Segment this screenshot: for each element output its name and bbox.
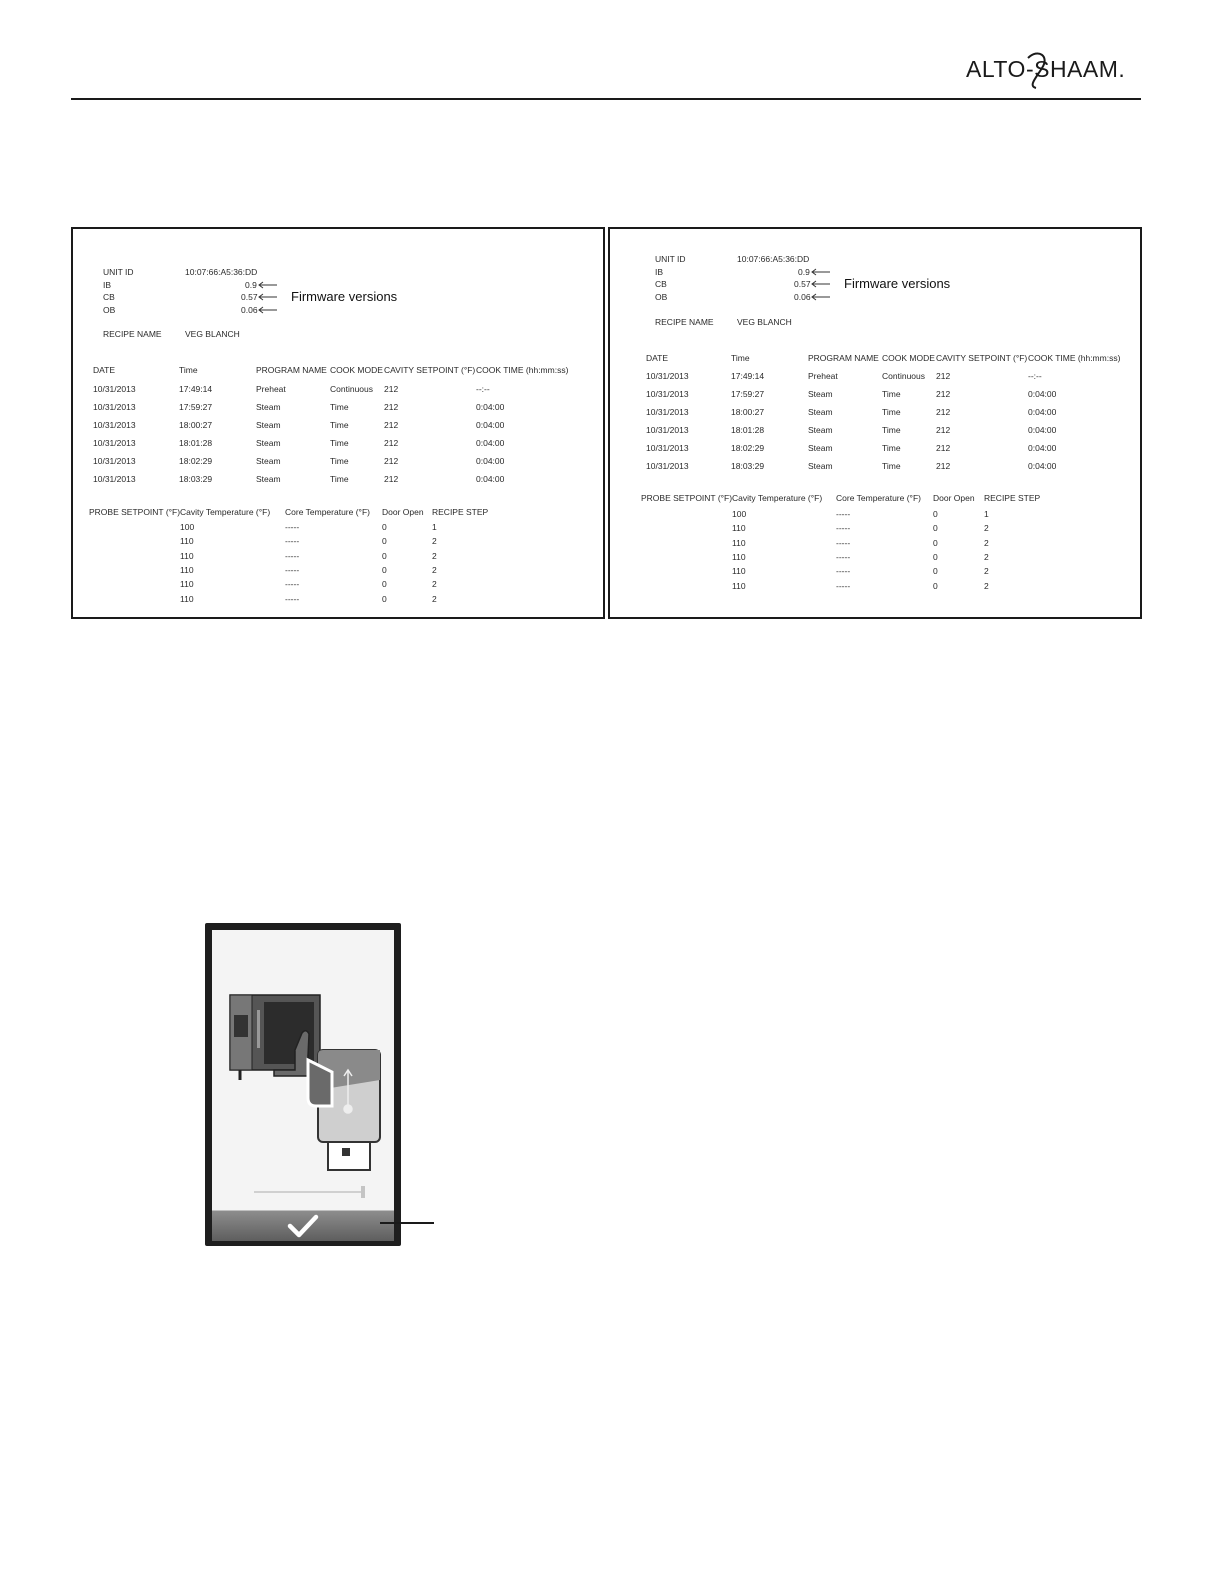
cook-cell: Time <box>330 438 349 448</box>
cook-cell: 18:01:28 <box>179 438 213 448</box>
cook-header-cell: PROGRAM NAME <box>256 365 327 375</box>
probe-cell: 2 <box>984 566 989 577</box>
cook-cell: 18:02:29 <box>179 456 213 466</box>
cook-header-cell: DATE <box>93 365 116 375</box>
probe-header-cell: Core Temperature (°F) <box>285 507 370 517</box>
cook-cell: 18:03:29 <box>179 474 213 484</box>
cook-cell: 10/31/2013 <box>93 402 136 412</box>
cook-cell: Continuous <box>330 384 374 394</box>
probe-header-cell: Door Open <box>933 493 975 503</box>
unit-id-label: UNIT ID <box>655 254 686 264</box>
cook-header-cell: Time <box>731 353 750 363</box>
probe-cell: 0 <box>933 566 938 577</box>
cook-cell: Time <box>882 443 901 453</box>
probe-cell: 0 <box>382 564 387 575</box>
probe-cell: ----- <box>836 551 851 562</box>
cook-cell: 212 <box>936 425 951 435</box>
probe-cell: ----- <box>285 550 300 561</box>
cook-cell: 10/31/2013 <box>646 461 689 471</box>
control-panel-display <box>205 923 401 1246</box>
probe-header-cell: RECIPE STEP <box>984 493 1041 503</box>
cook-cell: 17:59:27 <box>179 402 213 412</box>
cook-cell: 18:01:28 <box>731 425 765 435</box>
cook-cell: 212 <box>384 420 399 430</box>
firmware-versions-note: Firmware versions <box>291 289 398 304</box>
firmware-cb-label: CB <box>655 279 667 289</box>
cook-cell: 212 <box>384 474 399 484</box>
cook-cell: 0:04:00 <box>1028 461 1057 471</box>
probe-cell: 0 <box>933 509 938 519</box>
cook-cell: 0:04:00 <box>1028 443 1057 453</box>
cook-cell: 17:59:27 <box>731 389 765 399</box>
cook-header-cell: CAVITY SETPOINT (°F) <box>936 353 1028 363</box>
cook-cell: Time <box>882 407 901 417</box>
cook-cell: Time <box>882 425 901 435</box>
unit-id-value: 10:07:66:A5:36:DD <box>737 254 810 264</box>
probe-cell: ----- <box>285 522 300 532</box>
cook-cell: 10/31/2013 <box>646 407 689 417</box>
cook-header-cell: COOK TIME (hh:mm:ss) <box>1028 353 1121 363</box>
cook-cell: 10/31/2013 <box>646 443 689 453</box>
cook-cell: Steam <box>808 407 833 417</box>
probe-cell: 110 <box>180 579 194 590</box>
cook-cell: 18:02:29 <box>731 443 765 453</box>
cook-cell: Steam <box>256 420 281 430</box>
cook-cell: Steam <box>808 425 833 435</box>
probe-cell: 0 <box>382 579 387 590</box>
cook-cell: 212 <box>936 461 951 471</box>
probe-cell: 0 <box>382 593 387 604</box>
probe-cell: 110 <box>180 593 194 604</box>
cook-cell: 212 <box>936 443 951 453</box>
alto-shaam-logo <box>966 52 1144 88</box>
probe-cell: 110 <box>180 550 194 561</box>
firmware-arrows-icon <box>73 229 603 329</box>
cook-cell: Preheat <box>256 384 286 394</box>
cook-cell: Time <box>882 389 901 399</box>
unit-id-value: 10:07:66:A5:36:DD <box>185 267 258 277</box>
probe-cell: 2 <box>432 536 437 547</box>
cook-header-cell: COOK MODE <box>882 353 935 363</box>
cook-header-cell: PROGRAM NAME <box>808 353 879 363</box>
probe-cell: ----- <box>836 566 851 577</box>
probe-cell: ----- <box>285 593 300 604</box>
cook-header-cell: COOK TIME (hh:mm:ss) <box>476 365 569 375</box>
firmware-cb-value: 0.57 <box>794 279 811 289</box>
probe-cell: 2 <box>984 580 989 591</box>
cook-cell: 10/31/2013 <box>93 420 136 430</box>
cook-cell: --:-- <box>476 384 490 394</box>
cook-cell: Steam <box>256 456 281 466</box>
probe-cell: 110 <box>732 523 746 534</box>
firmware-ob-label: OB <box>655 292 668 302</box>
cook-cell: 0:04:00 <box>476 456 505 466</box>
probe-cell: ----- <box>836 580 851 591</box>
probe-cell: 2 <box>984 523 989 534</box>
cook-cell: Steam <box>256 402 281 412</box>
cook-cell: 212 <box>384 384 399 394</box>
firmware-ib-label: IB <box>103 280 112 290</box>
cook-cell: Continuous <box>882 371 926 381</box>
probe-header-cell: Cavity Temperature (°F) <box>732 493 823 503</box>
cook-cell: 212 <box>936 389 951 399</box>
callout-line <box>380 1222 434 1224</box>
probe-cell: 2 <box>432 564 437 575</box>
usb-complete-screen <box>212 930 394 1236</box>
cook-cell: 10/31/2013 <box>646 389 689 399</box>
probe-cell: ----- <box>836 537 851 548</box>
probe-cell: 1 <box>984 509 989 519</box>
probe-cell: 2 <box>432 550 437 561</box>
cook-cell: 0:04:00 <box>476 438 505 448</box>
firmware-ib-value: 0.9 <box>245 280 257 290</box>
cook-cell: Time <box>330 456 349 466</box>
probe-header-cell: RECIPE STEP <box>432 507 489 517</box>
cook-cell: Steam <box>808 443 833 453</box>
probe-header-cell: PROBE SETPOINT (°F) <box>89 507 181 517</box>
cook-cell: 10/31/2013 <box>646 371 689 381</box>
firmware-versions-note: Firmware versions <box>844 276 951 291</box>
cook-header-cell: Time <box>179 365 198 375</box>
firmware-ob-value: 0.06 <box>241 305 258 315</box>
probe-cell: 2 <box>432 593 437 604</box>
cook-cell: Steam <box>256 438 281 448</box>
recipe-name-value: VEG BLANCH <box>185 329 240 339</box>
probe-cell: 110 <box>732 580 746 591</box>
cook-cell: Time <box>882 461 901 471</box>
probe-cell: 0 <box>382 522 387 532</box>
cook-cell: 10/31/2013 <box>93 456 136 466</box>
probe-header-cell: Cavity Temperature (°F) <box>180 507 271 517</box>
cook-cell: 212 <box>384 438 399 448</box>
cook-cell: 212 <box>936 371 951 381</box>
cook-cell: Steam <box>256 474 281 484</box>
cook-cell: 10/31/2013 <box>93 438 136 448</box>
cook-cell: 10/31/2013 <box>93 384 136 394</box>
firmware-cb-label: CB <box>103 292 115 302</box>
confirm-button[interactable] <box>212 1210 394 1241</box>
oven-thumbs-up-usb-icon <box>212 930 394 1210</box>
cook-cell: 212 <box>384 402 399 412</box>
cook-cell: --:-- <box>1028 371 1042 381</box>
cook-cell: 17:49:14 <box>179 384 213 394</box>
probe-cell: 100 <box>732 509 747 519</box>
logo-text: ALTO-SHAAM. <box>966 56 1126 82</box>
probe-header-cell: PROBE SETPOINT (°F) <box>641 493 733 503</box>
cook-header-cell: DATE <box>646 353 669 363</box>
probe-cell: ----- <box>285 564 300 575</box>
probe-cell: ----- <box>285 536 300 547</box>
probe-cell: 0 <box>933 580 938 591</box>
probe-cell: 2 <box>432 579 437 590</box>
probe-cell: ----- <box>836 509 851 519</box>
recipe-name-value: VEG BLANCH <box>737 317 792 327</box>
cook-cell: 0:04:00 <box>1028 389 1057 399</box>
cook-cell: Steam <box>808 461 833 471</box>
cook-cell: Time <box>330 402 349 412</box>
probe-cell: 110 <box>732 566 746 577</box>
usb-report-panel-2 <box>608 227 1142 619</box>
probe-cell: 110 <box>732 551 746 562</box>
firmware-ib-label: IB <box>655 267 664 277</box>
cook-cell: 212 <box>384 456 399 466</box>
cook-cell: 18:00:27 <box>731 407 765 417</box>
probe-cell: 0 <box>382 536 387 547</box>
probe-cell: 2 <box>984 537 989 548</box>
probe-cell: 0 <box>382 550 387 561</box>
progress-handle <box>361 1186 365 1198</box>
cook-cell: 10/31/2013 <box>646 425 689 435</box>
cook-cell: 0:04:00 <box>1028 407 1057 417</box>
usb-report-panel-1 <box>71 227 605 619</box>
cook-cell: Time <box>330 420 349 430</box>
unit-id-label: UNIT ID <box>103 267 134 277</box>
probe-header-cell: Core Temperature (°F) <box>836 493 921 503</box>
checkmark-icon <box>212 1211 394 1241</box>
cook-cell: 0:04:00 <box>476 402 505 412</box>
cook-cell: 0:04:00 <box>476 474 505 484</box>
cook-cell: 212 <box>936 407 951 417</box>
probe-header-cell: Door Open <box>382 507 424 517</box>
probe-cell: 0 <box>933 523 938 534</box>
probe-cell: 1 <box>432 522 437 532</box>
firmware-cb-value: 0.57 <box>241 292 258 302</box>
recipe-name-label: RECIPE NAME <box>103 329 162 339</box>
probe-cell: ----- <box>285 579 300 590</box>
firmware-ib-value: 0.9 <box>798 267 810 277</box>
cook-cell: 0:04:00 <box>476 420 505 430</box>
cook-cell: 18:00:27 <box>179 420 213 430</box>
probe-cell: 2 <box>984 551 989 562</box>
firmware-ob-value: 0.06 <box>794 292 811 302</box>
recipe-name-label: RECIPE NAME <box>655 317 714 327</box>
cook-header-cell: CAVITY SETPOINT (°F) <box>384 365 476 375</box>
probe-cell: 110 <box>180 564 194 575</box>
cook-cell: Steam <box>808 389 833 399</box>
probe-cell: 100 <box>180 522 195 532</box>
cook-cell: 18:03:29 <box>731 461 765 471</box>
probe-cell: 0 <box>933 551 938 562</box>
probe-cell: ----- <box>836 523 851 534</box>
firmware-ob-label: OB <box>103 305 116 315</box>
header-rule <box>71 98 1141 100</box>
cook-cell: 17:49:14 <box>731 371 765 381</box>
probe-cell: 110 <box>180 536 194 547</box>
cook-cell: Time <box>330 474 349 484</box>
cook-cell: 0:04:00 <box>1028 425 1057 435</box>
cook-header-cell: COOK MODE <box>330 365 383 375</box>
cook-cell: 10/31/2013 <box>93 474 136 484</box>
probe-cell: 110 <box>732 537 746 548</box>
probe-cell: 0 <box>933 537 938 548</box>
cook-cell: Preheat <box>808 371 838 381</box>
